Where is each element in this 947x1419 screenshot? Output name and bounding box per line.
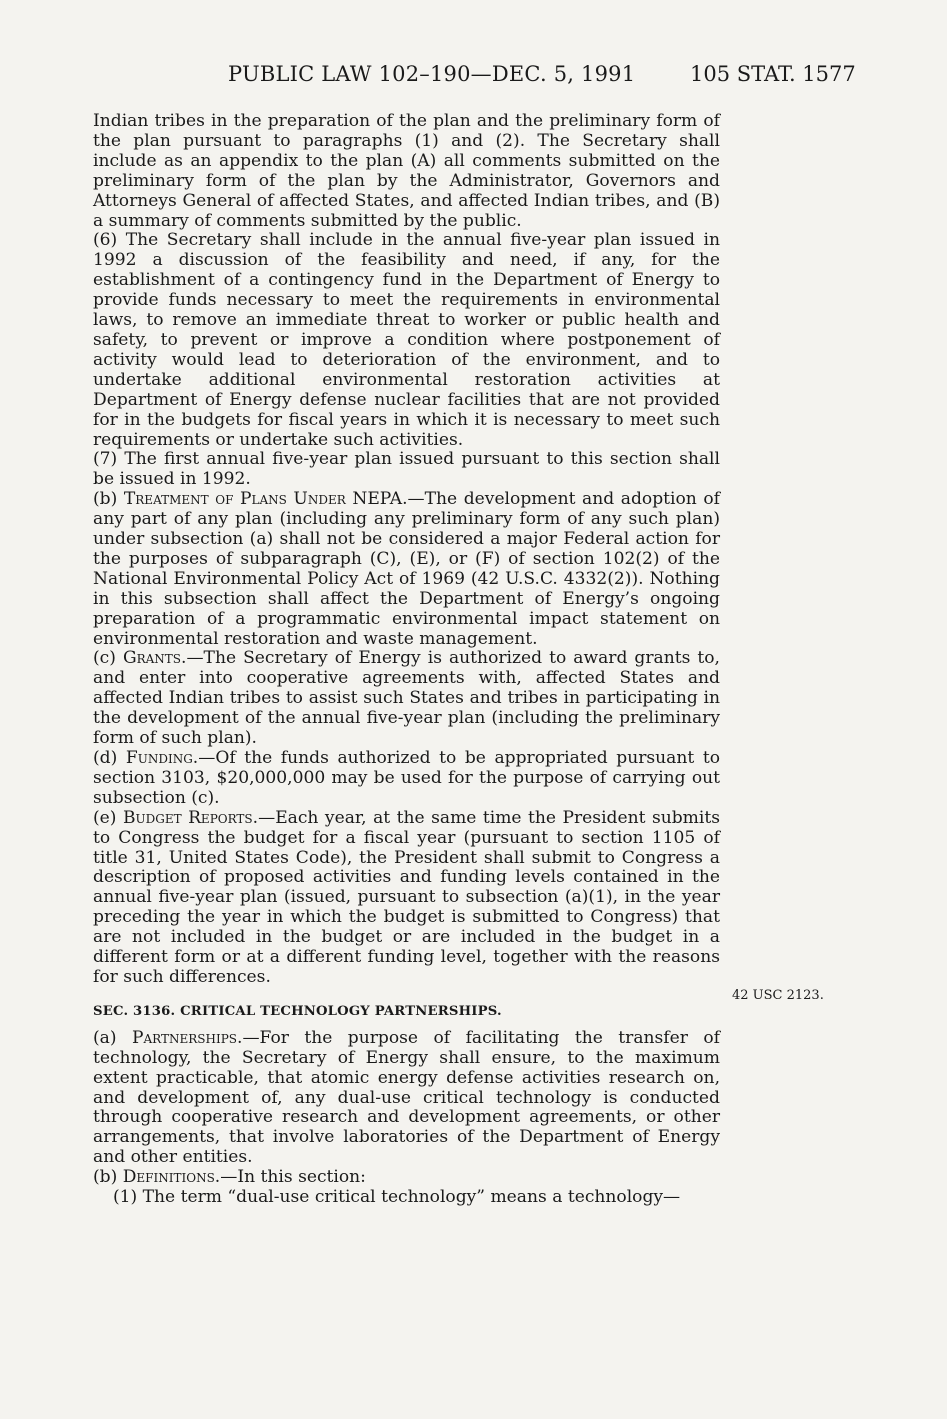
subsection-b-nepa: NEPA. bbox=[345, 489, 408, 510]
subsection-b-prefix: (b) bbox=[93, 489, 124, 510]
subsection-d-prefix: (d) bbox=[93, 748, 126, 768]
subsection-e bbox=[93, 809, 720, 988]
subsection-d-heading: Funding. bbox=[125, 748, 199, 768]
subsection-b bbox=[93, 490, 720, 649]
section-heading: SEC. 3136. CRITICAL TECHNOLOGY PARTNERSHIPS. bbox=[93, 1003, 502, 1019]
subsection-e-prefix: (e) bbox=[93, 807, 123, 828]
subsection-c-text: —The Secretary of Energy is authorized to award grants to, and enter into cooperative agreements with, affected States and affected Indian tribes to assist such States and tribes in participating in the development of the annual five-year plan (including the preliminary form of such plan). bbox=[93, 648, 720, 749]
sec3136-subsection-b bbox=[93, 1168, 720, 1188]
sec3136-b-heading: Definitions. bbox=[122, 1167, 221, 1188]
page-number-stat: 105 STAT. 1577 bbox=[690, 62, 856, 86]
subsection-e-text: —Each year, at the same time the President submits to Congress the budget for a fiscal year (pursuant to section 1105 of title 31, United States Code), the President shall submit to Congress a description of proposed activities and funding levels contained in the annual five-year plan (issued, pursuant to subsection (a)(1), in the year preceding the year in which the budget is submitted to Congress) that are not included in the budget or are included in the budget in a different form or at a different funding level, together with the reasons for such differences. bbox=[93, 807, 720, 987]
sec3136-a-text: —For the purpose of facilitating the transfer of technology, the Secretary of Energy shall ensure, to the maximum extent practicable, that atomic energy defense activities research on, and development of, any dual-use critical technology is conducted through cooperative research and development agreements, or other arrangements, that involve laboratories of the Department of Energy and other entities. bbox=[93, 1027, 720, 1168]
subsection-b-heading: Treatment of Plans Under bbox=[123, 489, 346, 510]
subsection-d-text: —Of the funds authorized to be appropriated pursuant to section 3103, $20,000,000 may be used for the purpose of carrying out subsection (c). bbox=[93, 748, 720, 808]
subsection-c-prefix: (c) bbox=[93, 648, 123, 669]
running-header-title: PUBLIC LAW 102–190—DEC. 5, 1991 bbox=[228, 62, 636, 86]
paragraph-7: (7) The first annual five-year plan issued pursuant to this section shall be issued in 1992. bbox=[93, 449, 720, 490]
subsection-c bbox=[93, 649, 720, 749]
sec3136-a-heading: Partnerships. bbox=[131, 1027, 243, 1048]
sec3136-a-prefix: (a) bbox=[93, 1027, 132, 1048]
sec3136-b-paragraph-1: (1) The term “dual-use critical technology” means a technology— bbox=[113, 1187, 681, 1208]
subsection-e-heading: Budget Reports. bbox=[122, 807, 259, 828]
margin-citation: 42 USC 2123. bbox=[732, 988, 824, 1003]
sec3136-b-prefix: (b) bbox=[93, 1167, 123, 1188]
sec3136-subsection-a bbox=[93, 1029, 720, 1168]
body-text bbox=[93, 112, 720, 1208]
subsection-b-text: —The development and adoption of any part of any plan (including any preliminary form of any such plan) under subsection (a) shall not be considered a major Federal action for the purposes of subparagraph (C), (E), or (F) of section 102(2) of the National Environmental Policy Act of 1969 (42 U.S.C. 4332(2)). Nothing in this subsection shall affect the Department of Energy’s ongoing preparation of a programmatic environmental impact statement on environmental restoration and waste management. bbox=[93, 489, 721, 649]
sec3136-b-text: —In this section: bbox=[220, 1167, 366, 1188]
paragraph-continued: Indian tribes in the preparation of the plan and the preliminary form of the plan pursuant to paragraphs (1) and (2). The Secretary shall include as an appendix to the plan (A) all comments submitted on the preliminary form of the plan by the Administrator, Governors and Attorneys General of affected States, and affected Indian tribes, and (B) a summary of comments submitted by the public. bbox=[93, 111, 720, 231]
subsection-c-heading: Grants. bbox=[122, 648, 187, 669]
paragraph-6: (6) The Secretary shall include in the annual five-year plan issued in 1992 a discussion of the feasibility and need, if any, for the establishment of a contingency fund in the Department of Energy to provide funds necessary to meet the requirements in environmental laws, to remove an immediate threat to worker or public health and safety, to prevent or improve a condition where postponement of activity would lead to deterioration of the environment, and to undertake additional environmental restoration activities at Department of Energy defense nuclear facilities that are not provided for in the budgets for fiscal years in which it is necessary to meet such requirements or undertake such activities. bbox=[93, 230, 720, 450]
subsection-d bbox=[93, 749, 720, 809]
